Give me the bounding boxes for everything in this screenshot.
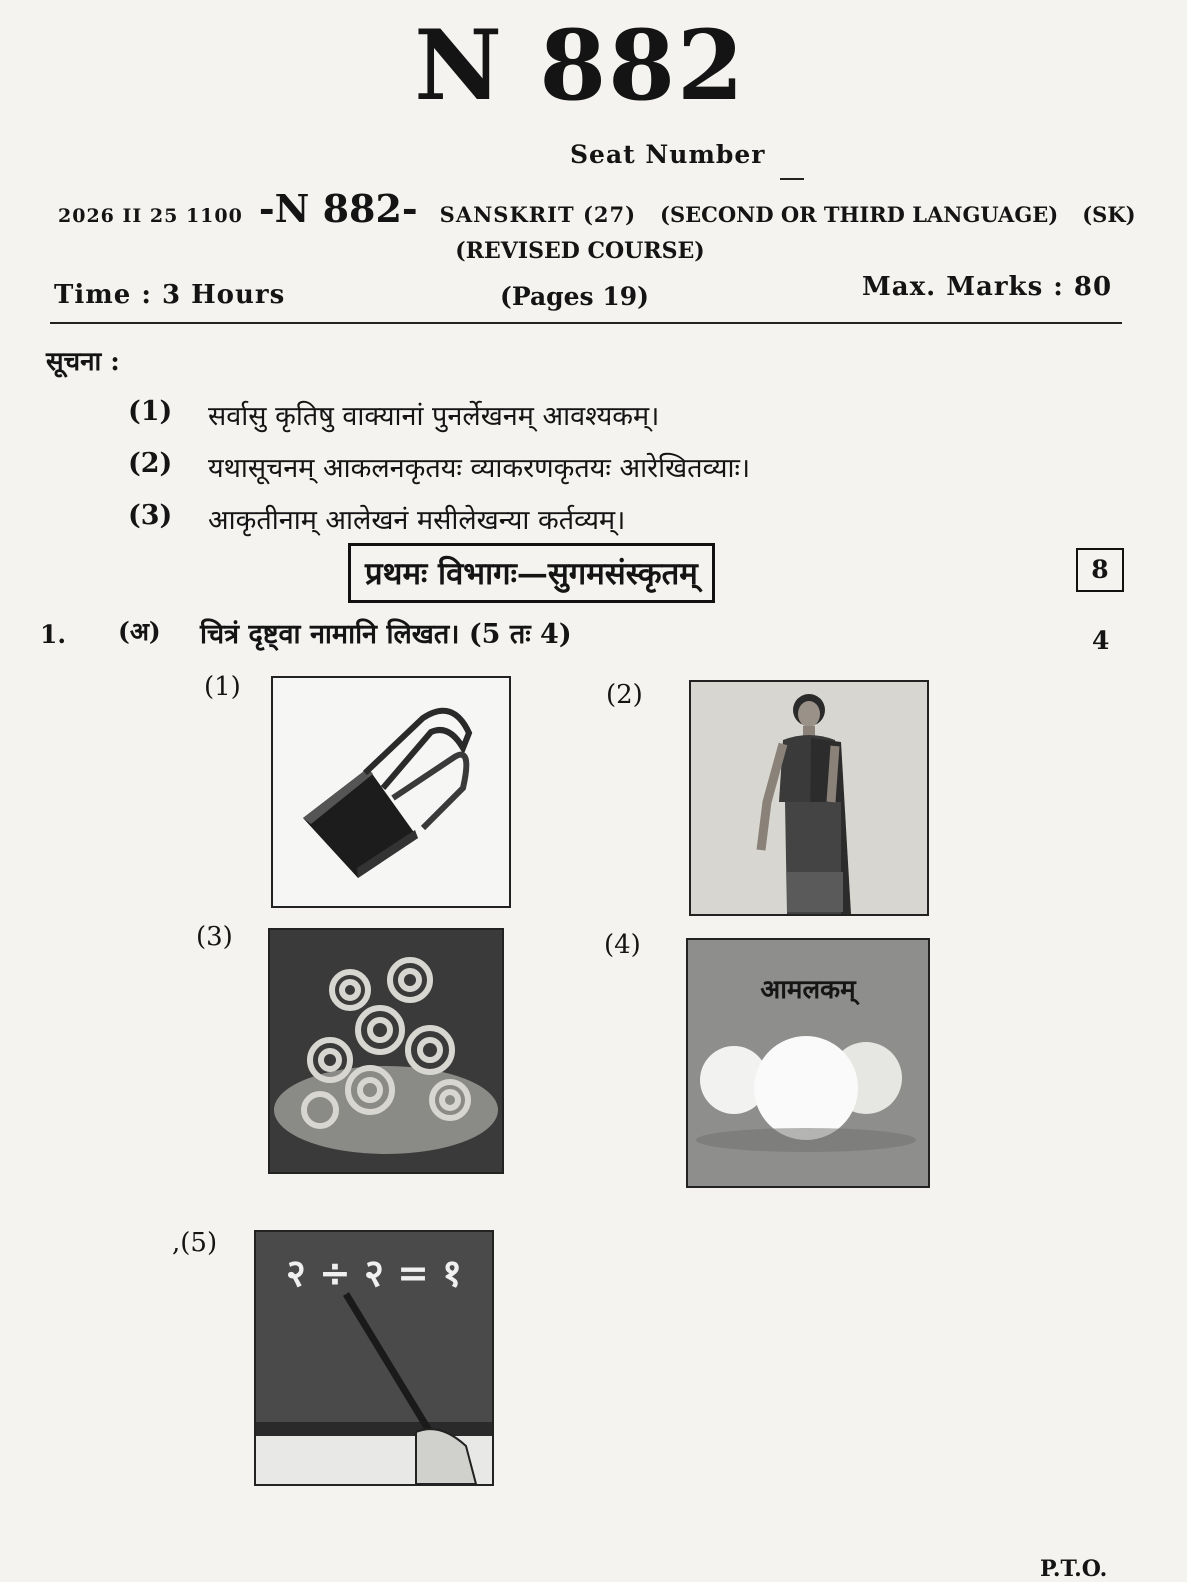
amla-caption: आमलकम् <box>760 975 856 1005</box>
instruction-item <box>128 500 625 537</box>
instruction-item <box>128 448 750 485</box>
question-number: 1. <box>40 620 67 649</box>
seat-number-label: Seat Number <box>570 140 766 169</box>
picture-label: (4) <box>604 930 641 960</box>
question-text: चित्रं दृष्ट्वा नामानि लिखत। (5 तः 4) <box>200 619 572 650</box>
instructions-heading: सूचना : <box>46 347 120 377</box>
subject-name: SANSKRIT (27) <box>439 202 637 227</box>
language-level: (SECOND OR THIRD LANGUAGE) <box>660 202 1059 227</box>
picture-label: (3) <box>196 922 233 952</box>
instruction-number: (2) <box>128 448 173 479</box>
date-code: 2026 II 25 1100 <box>58 205 243 227</box>
blackboard-division-icon <box>254 1230 494 1486</box>
woman-in-saree-icon <box>689 680 929 916</box>
amla-fruit-icon <box>686 938 930 1188</box>
subject-code: (SK) <box>1082 202 1136 227</box>
course-type: (REVISED COURSE) <box>455 238 705 264</box>
instruction-number: (1) <box>128 396 173 427</box>
page-count: (Pages 19) <box>500 282 649 311</box>
paper-code-inline: -N 882- <box>258 186 418 231</box>
picture-label: (1) <box>204 672 241 702</box>
picture-label: (2) <box>606 680 643 710</box>
instruction-text: आकृतीनाम् आलेखनं मसीलेखन्या कर्तव्यम्। <box>208 505 626 536</box>
header-divider <box>50 322 1122 324</box>
instruction-item <box>128 396 659 433</box>
instruction-text: यथासूचनम् आकलनकृतयः व्याकरणकृतयः आरेखितव्याः। <box>208 453 751 484</box>
section-title: प्रथमः विभागः—सुगमसंस्कृतम् <box>348 543 715 603</box>
question-marks: 4 <box>1092 626 1110 655</box>
picture-label: ,(5) <box>172 1228 218 1258</box>
instruction-text: सर्वासु कृतिषु वाक्यानां पुनर्लेखनम् आवश्यकम्। <box>208 401 660 432</box>
seat-number-line <box>780 178 804 180</box>
max-marks: Max. Marks : 80 <box>862 272 1113 302</box>
question-sub-label: (अ) <box>118 617 161 646</box>
jalebi-icon <box>268 928 504 1174</box>
section-marks-box: 8 <box>1076 548 1124 592</box>
page-turn-note: P.T.O. <box>1040 1556 1108 1582</box>
instruction-number: (3) <box>128 500 173 531</box>
binder-clip-icon <box>271 676 511 908</box>
blackboard-equation: २ ÷ २ = १ <box>286 1251 462 1295</box>
time-allowed: Time : 3 Hours <box>54 280 286 310</box>
exam-info-line <box>58 186 1136 231</box>
paper-code: N 882 <box>414 9 746 122</box>
